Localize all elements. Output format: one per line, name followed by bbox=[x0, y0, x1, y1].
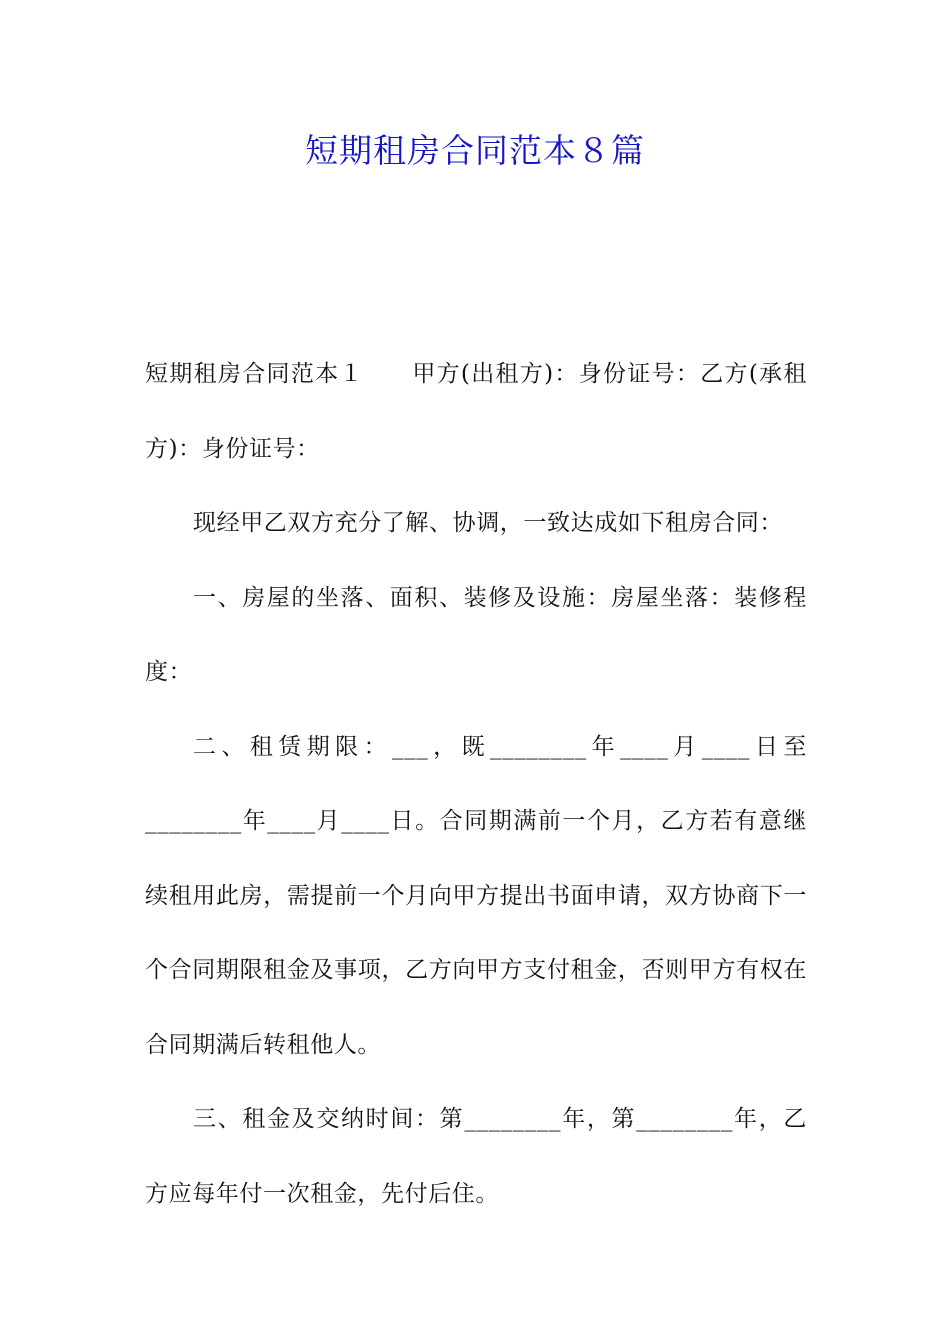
paragraph-rent-payment: 三、租金及交纳时间：第________年，第________年，乙方应每年付一次租金，先付后住。 bbox=[145, 1106, 807, 1207]
paragraph-parties: 短期租房合同范本１ 甲方(出租方)：身份证号：乙方(承租方)：身份证号： bbox=[145, 361, 807, 462]
paragraph-house-location: 一、房屋的坐落、面积、装修及设施：房屋坐落：装修程度： bbox=[145, 584, 807, 685]
paragraph-agreement: 现经甲乙双方充分了解、协调，一致达成如下租房合同： bbox=[193, 510, 783, 536]
document-body bbox=[145, 337, 807, 1231]
paragraph-lease-term: 二、租赁期限：___，既________年____月____日至________年____月____日。合同期满前一个月，乙方若有意继续租用此房，需提前一个月向甲方提出书面申请，双方协商下一个合同期限租金及事项，乙方向甲方支付租金，否则甲方有权在合同期满后转租他人。 bbox=[145, 733, 807, 1058]
document-title: 短期租房合同范本８篇 bbox=[305, 131, 645, 170]
